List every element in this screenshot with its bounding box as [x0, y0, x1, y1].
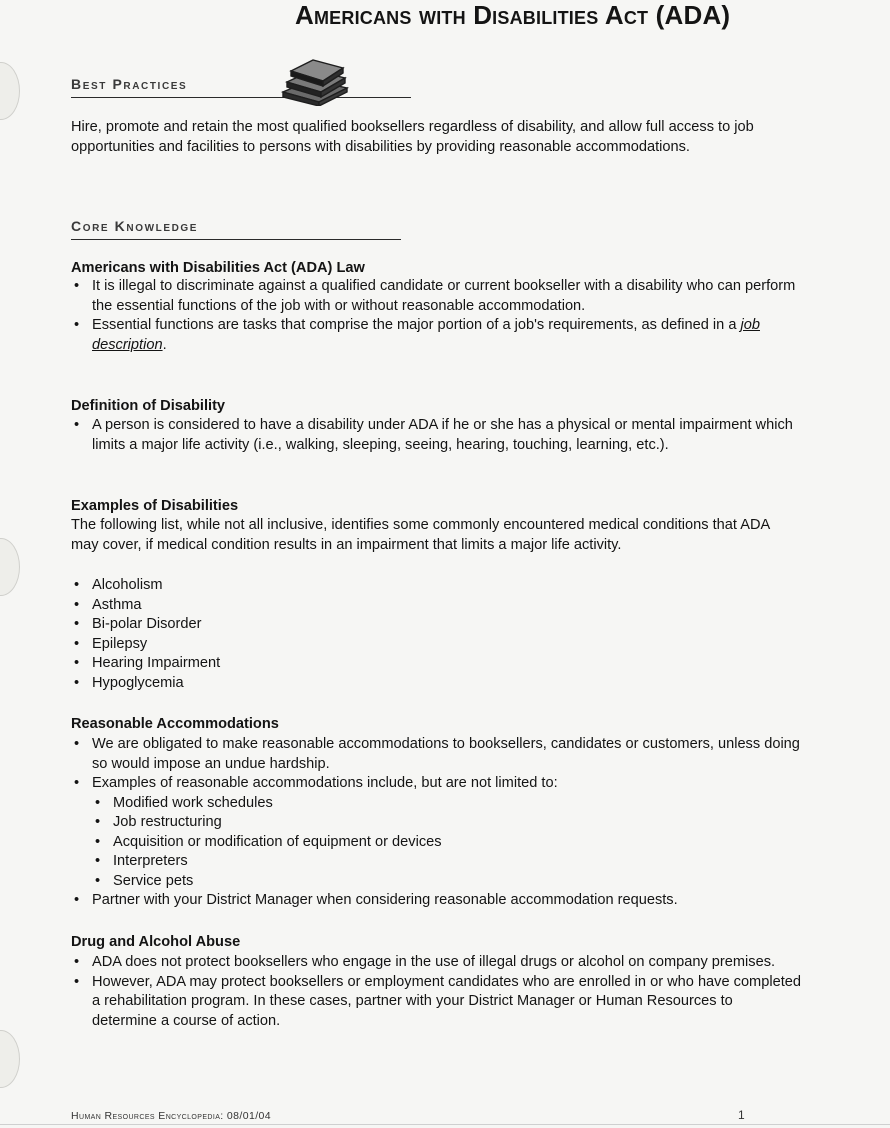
sub-list-item: • Modified work schedules — [92, 794, 801, 814]
section-divider — [71, 97, 411, 98]
examples-intro: The following list, while not all inclusive, identifies some commonly encountered medical conditions that ADA may cover, if medical condition results in an impairment that limits a major life activity. — [71, 517, 770, 553]
list-item: • ADA does not protect booksellers who engage in the use of illegal drugs or alcohol on company premises. — [71, 953, 801, 973]
accommodation-examples-list — [92, 794, 801, 892]
bottom-edge — [0, 1124, 890, 1125]
section-divider — [71, 239, 401, 240]
best-practices-heading: Best Practices — [71, 76, 188, 92]
examples-list — [71, 576, 801, 693]
list-item: • Bi-polar Disorder — [71, 615, 801, 635]
list-item — [71, 774, 801, 891]
list-item-text: Examples of reasonable accommodations include, but are not limited to: — [92, 775, 558, 791]
list-item — [71, 316, 801, 355]
list-item: • Hearing Impairment — [71, 654, 801, 674]
accommodations-list — [71, 735, 801, 911]
binder-hole — [0, 1030, 20, 1088]
list-item: • Hypoglycemia — [71, 674, 801, 694]
list-item: • However, ADA may protect booksellers or employment candidates who are enrolled in or who have completed a rehabilitation program. In these cases, partner with your District Manager or Human Resources to determine a course of action. — [71, 973, 801, 1032]
sub-list-item: • Acquisition or modification of equipment or devices — [92, 833, 801, 853]
definition-heading: Definition of Disability — [71, 398, 226, 414]
list-item-suffix: . — [162, 336, 167, 353]
list-item: • It is illegal to discriminate against a qualified candidate or current bookseller with a disability who can perform the essential functions of the job with or without reasonable accommodation. — [71, 277, 801, 316]
ada-law-heading: Americans with Disabilities Act (ADA) Law — [71, 260, 365, 276]
list-item: • A person is considered to have a disability under ADA if he or she has a physical or mental impairment which limits a major life activity (i.e., walking, sleeping, seeing, hearing, touching, learning, etc.). — [71, 416, 801, 455]
footer-encyclopedia: Human Resources Encyclopedia: 08/01/04 — [71, 1110, 271, 1122]
sub-list-item: • Job restructuring — [92, 813, 801, 833]
books-icon — [279, 54, 351, 106]
page-title: Americans with Disabilities Act (ADA) — [295, 0, 731, 30]
examples-heading: Examples of Disabilities — [71, 498, 239, 514]
binder-hole — [0, 538, 20, 596]
drugs-list — [71, 953, 801, 1031]
accommodations-heading: Reasonable Accommodations — [71, 716, 279, 732]
job-description-link[interactable]: job description — [92, 317, 760, 353]
binder-hole — [0, 62, 20, 120]
core-knowledge-heading: Core Knowledge — [71, 218, 199, 234]
list-item-text: Essential functions are tasks that comprise the major portion of a job's requirements, as defined in a — [92, 317, 741, 333]
drugs-heading: Drug and Alcohol Abuse — [71, 934, 241, 950]
list-item: • Alcoholism — [71, 576, 801, 596]
sub-list-item: • Service pets — [92, 872, 801, 892]
list-item: • We are obligated to make reasonable accommodations to booksellers, candidates or customers, unless doing so would impose an undue hardship. — [71, 735, 801, 774]
list-item: • Epilepsy — [71, 635, 801, 655]
list-item: • Partner with your District Manager when considering reasonable accommodation requests. — [71, 891, 801, 911]
best-practices-text: Hire, promote and retain the most qualified booksellers regardless of disability, and allow full access to job opportunities and facilities to persons with disabilities by providing reasonable accommodations. — [71, 119, 754, 155]
page-number: 1 — [738, 1108, 745, 1122]
definition-list — [71, 416, 801, 455]
ada-law-list — [71, 277, 801, 355]
list-item: • Asthma — [71, 596, 801, 616]
sub-list-item: • Interpreters — [92, 852, 801, 872]
